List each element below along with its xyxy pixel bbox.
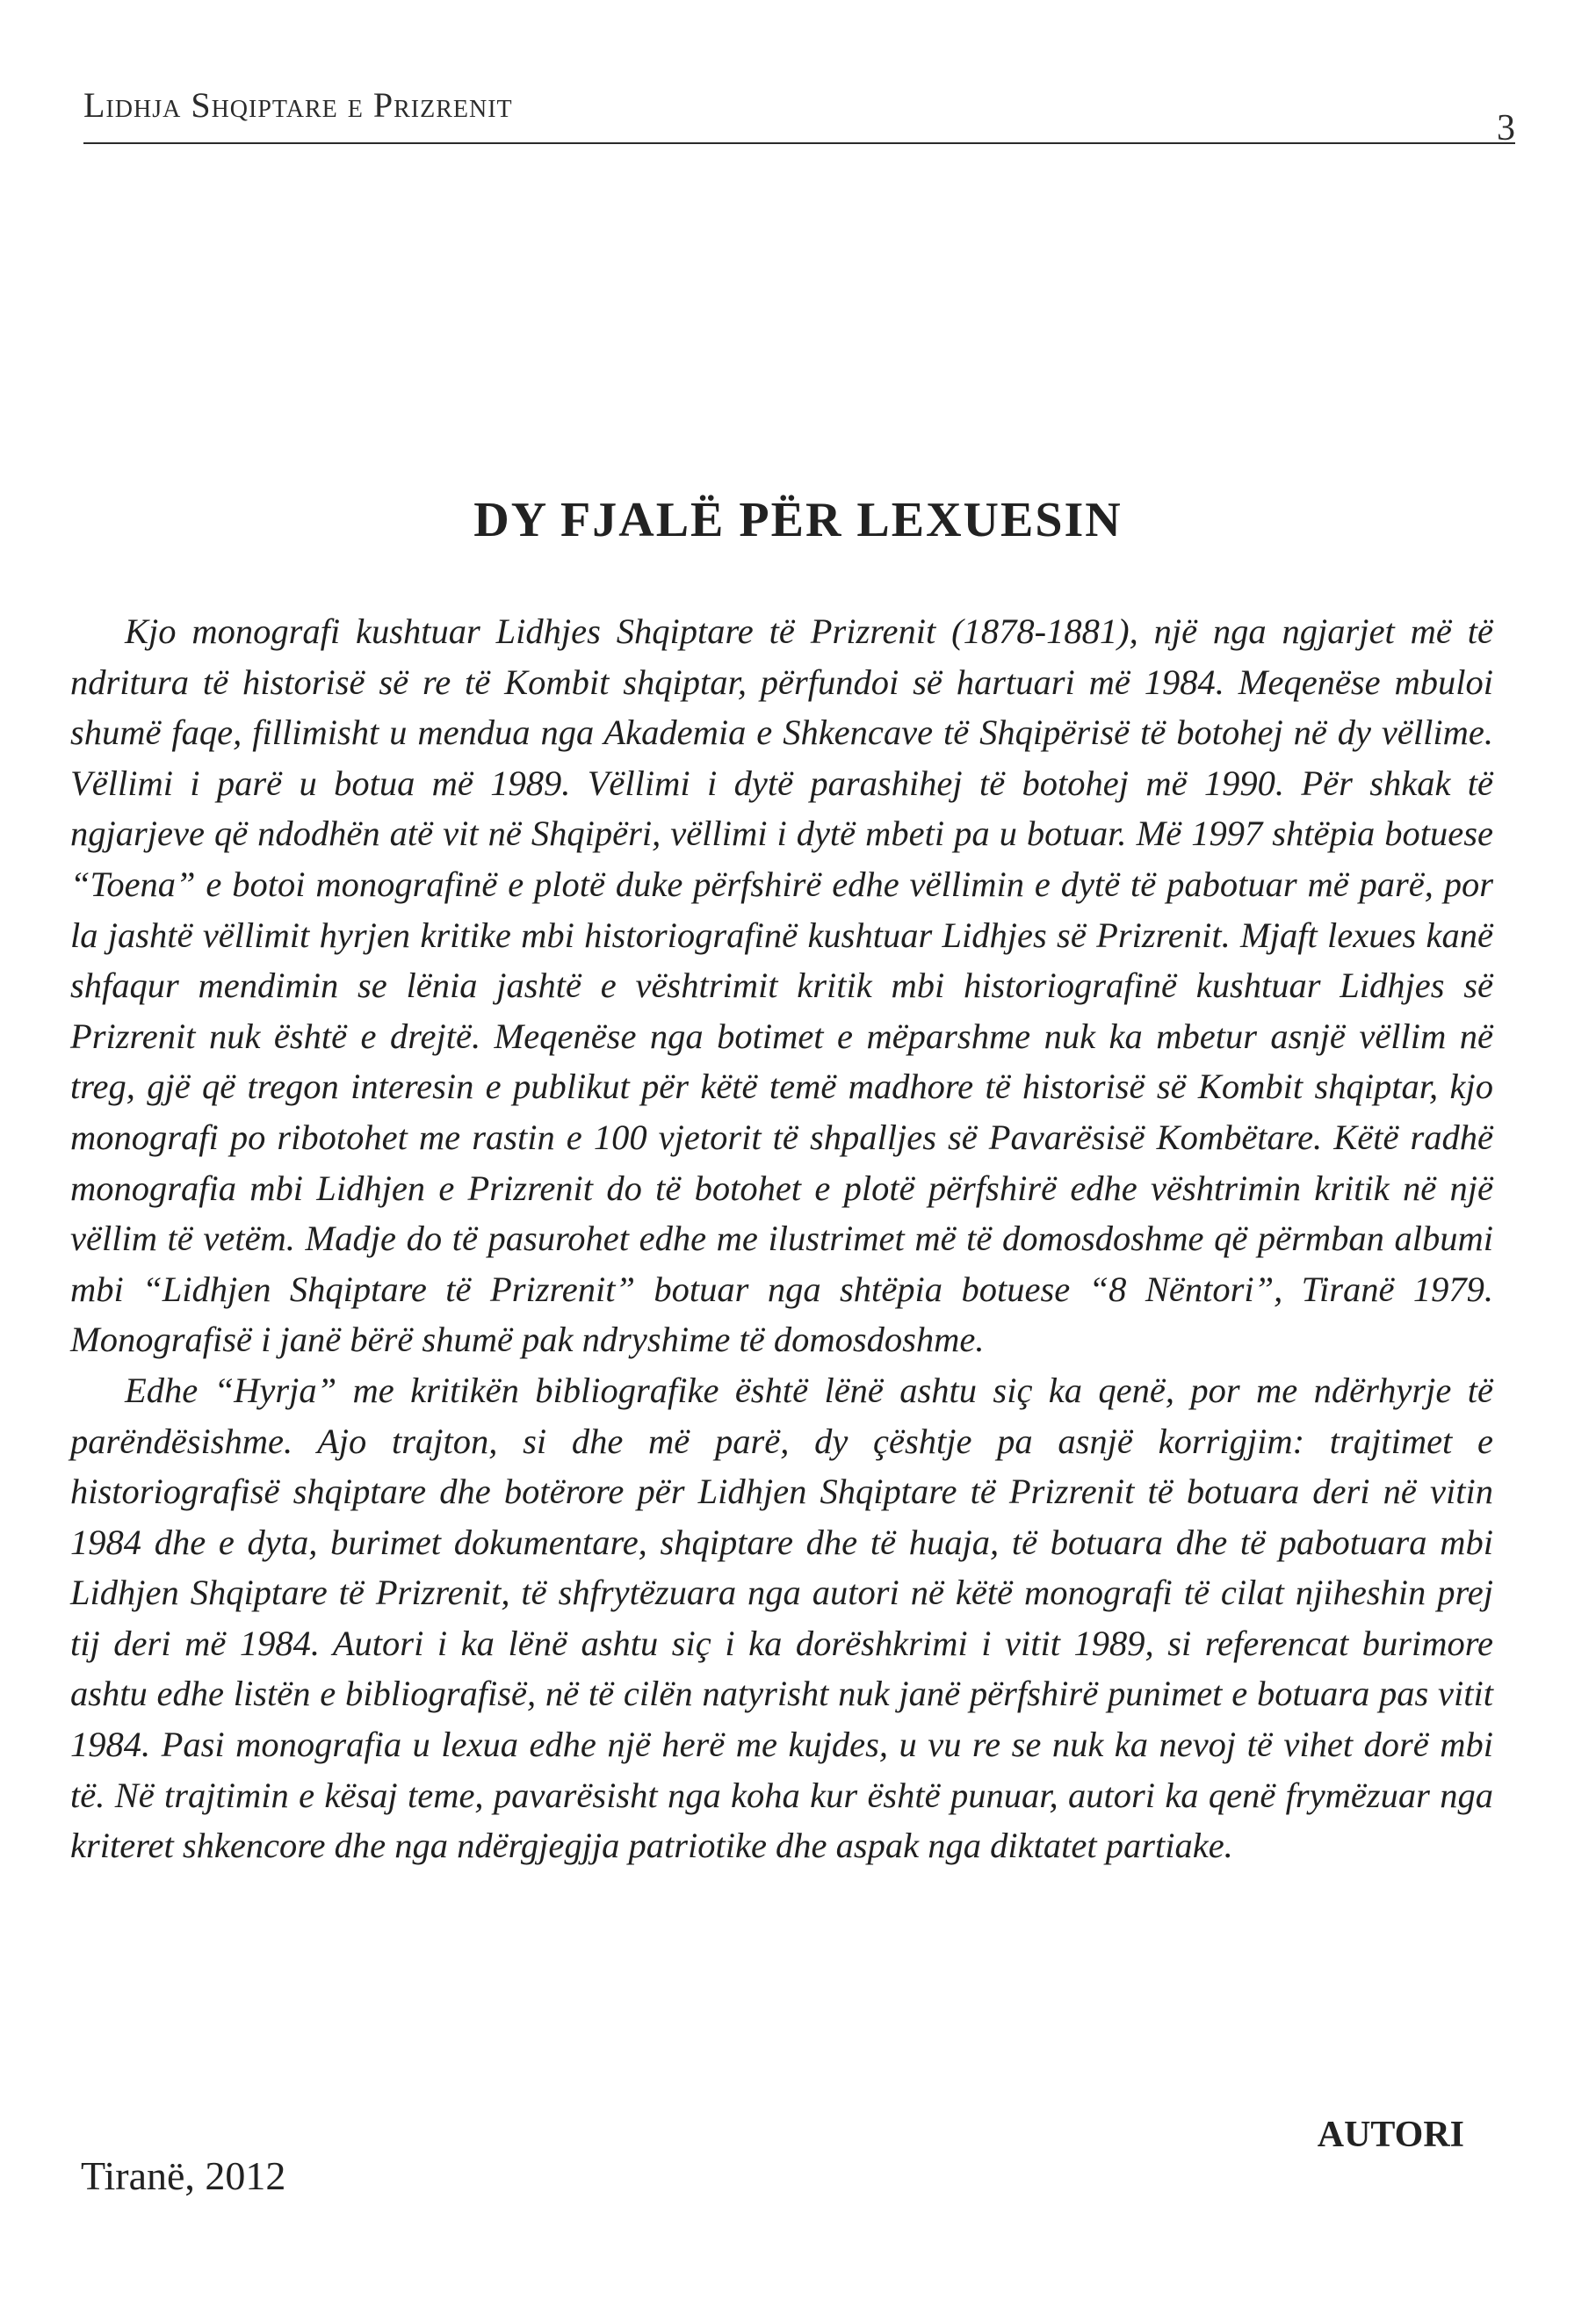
paragraph-2: Edhe “Hyrja” me kritikën bibliografike është lënë ashtu siç ka qenë, por me ndërhyrje të parëndësishme. Ajo trajton, si dhe më parë, dy çështje pa asnjë korrigjim: trajtimet e historiografisë shqiptare dhe botërore për Lidhjen Shqiptare të Prizrenit të botuara deri në vitin 1984 dhe e dyta, burimet dokumentare, shqiptare dhe të huaja, të botuara dhe të pabotuara mbi Lidhjen Shqiptare të Prizrenit, të shfrytëzuara nga autori në këtë monografi të cilat njiheshin prej tij deri më 1984. Autori i ka lënë ashtu siç i ka dorëshkrimi i vitit 1989, si referencat burimore ashtu edhe listën e bibliografisë, në të cilën natyrisht nuk janë përfshirë punimet e botuara pas vitit 1984. Pasi monografia u lexua edhe një herë me kujdes, u vu re se nuk ka nevoj të vihet dorë mbi të. Në trajtimin e kësaj teme, pavarësisht nga koha kur është punuar, autori ka qenë frymëzuar nga kriteret shkencore dhe nga ndërgjegjja patriotike dhe aspak nga diktatet partiake. — [70, 1370, 1493, 1866]
paragraph-1: Kjo monografi kushtuar Lidhjes Shqiptare të Prizrenit (1878-1881), një nga ngjarjet më të ndritura të historisë së re të Kombit shqiptar, përfundoi së hartuari më 1984. Meqenëse mbuloi shumë faqe, fillimisht u mendua nga Akademia e Shkencave të Shqipërisë të botohej në dy vëllime. Vëllimi i parë u botua më 1989. Vëllimi i dytë parashihej të botohej më 1990. Për shkak të ngjarjeve që ndodhën atë vit në Shqipëri, vëllimi i dytë mbeti pa u botuar. Më 1997 shtëpia botuese “Toena” e botoi monografinë e plotë duke përfshirë edhe vëllimin e dytë të pabotuar më parë, por la jashtë vëllimit hyrjen kritike mbi historiografinë kushtuar Lidhjes së Prizrenit. Mjaft lexues kanë shfaqur mendimin se lënia jashtë e vështrimit kritik mbi historiografinë kushtuar Lidhjes së Prizrenit nuk është e drejtë. Meqenëse nga botimet e mëparshme nuk ka mbetur asnjë vëllim në treg, gjë që tregon interesin e publikut për këtë temë madhore të historisë së Kombit shqiptar, kjo monografi po ribotohet me rastin e 100 vjetorit të shpalljes së Pavarësisë Kombëtare. Këtë radhë monografia mbi Lidhjen e Prizrenit do të botohet e plotë përfshirë edhe vështrimin kritik në një vëllim të vetëm. Madje do të pasurohet edhe me ilustrimet më të domosdoshme që përmban albumi mbi “Lidhjen Shqiptare të Prizrenit” botuar nga shtëpia botuese “8 Nëntori”, Tiranë 1979. Monografisë i janë bërë shumë pak ndryshime të domosdoshme. — [70, 611, 1493, 1360]
page-number: 3 — [1497, 108, 1515, 148]
body-text — [70, 606, 1493, 1871]
running-title: Lidhja Shqiptare e Prizrenit — [83, 85, 513, 125]
running-header — [83, 81, 1515, 148]
author-signature: AUTORI — [1317, 2115, 1464, 2155]
place-date: Tiranë, 2012 — [81, 2153, 286, 2198]
page-title: DY FJALË PËR LEXUESIN — [473, 492, 1123, 547]
